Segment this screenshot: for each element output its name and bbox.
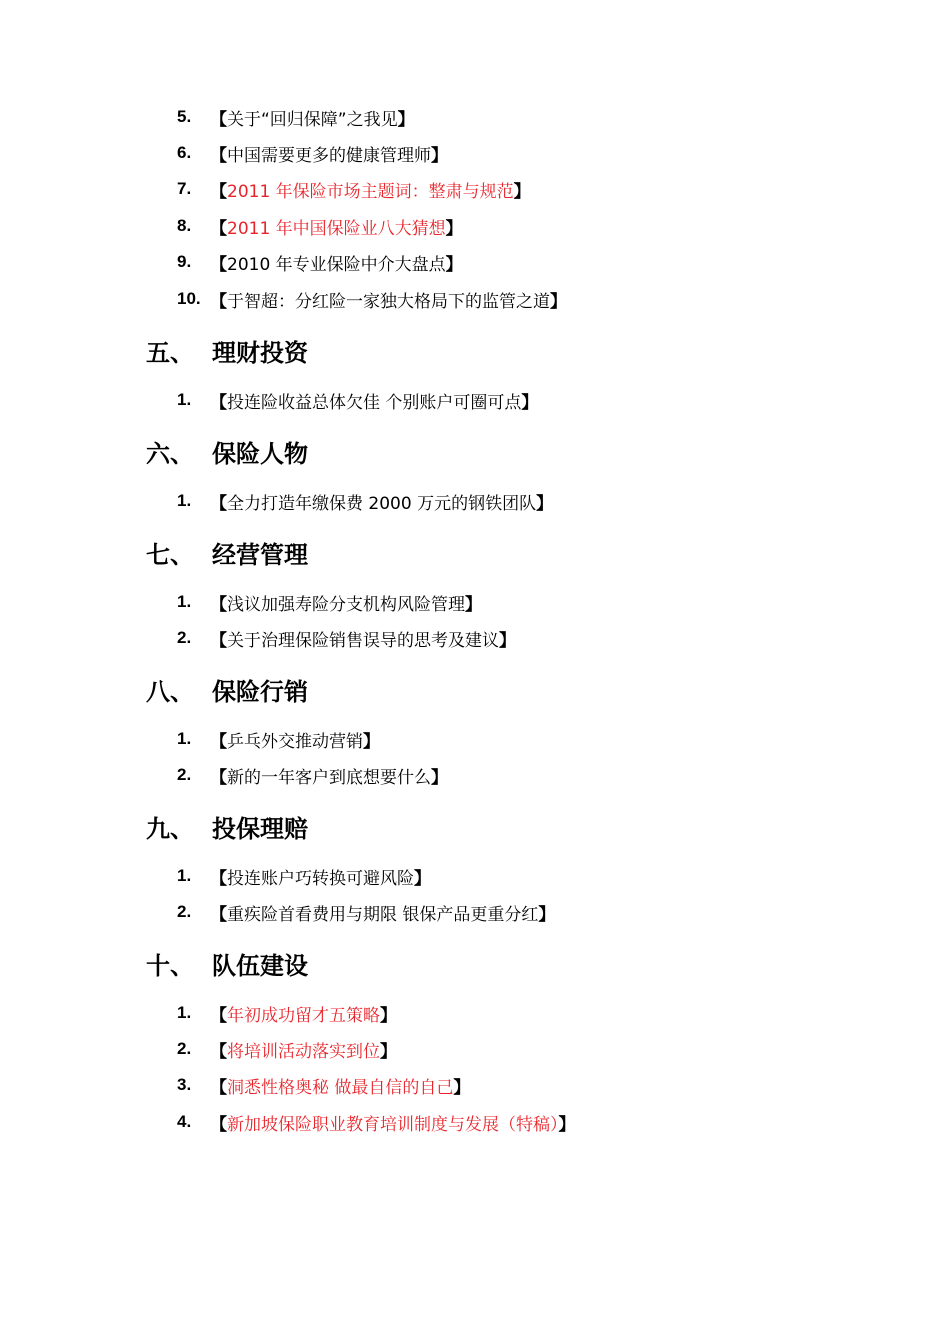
- item-number: 10.: [177, 289, 201, 308]
- item-number: 1.: [177, 592, 192, 611]
- item-title-text: 重疾险首看费用与期限 银保产品更重分红: [227, 904, 539, 925]
- section-title: 投保理赔: [212, 814, 308, 843]
- close-bracket: 】: [363, 731, 380, 752]
- item-title-text: 关于治理保险销售误导的思考及建议: [227, 630, 499, 651]
- open-bracket: 【: [210, 1077, 227, 1098]
- item-title: [210, 105, 415, 130]
- item-number: 4.: [177, 1112, 192, 1131]
- item-number: 1.: [177, 866, 192, 885]
- open-bracket: 【: [210, 254, 227, 275]
- item-number: 1.: [177, 491, 192, 510]
- item-number: 5.: [177, 107, 192, 126]
- item-number: 2.: [177, 1039, 192, 1058]
- close-bracket: 】: [550, 291, 567, 312]
- close-bracket: 】: [445, 218, 463, 239]
- open-bracket: 【: [210, 1041, 227, 1062]
- close-bracket: 】: [431, 767, 448, 788]
- close-bracket: 】: [465, 594, 482, 615]
- section-number: 七、: [146, 540, 194, 569]
- item-number: 1.: [177, 1003, 192, 1022]
- item-title: [210, 626, 516, 651]
- item-title: [210, 590, 482, 615]
- item-number: 1.: [177, 390, 192, 409]
- close-bracket: 】: [380, 1005, 397, 1026]
- item-title: [210, 1037, 397, 1062]
- item-number: 8.: [177, 216, 192, 235]
- item-title: [210, 141, 448, 166]
- item-title: [210, 1110, 576, 1135]
- close-bracket: 】: [513, 181, 531, 202]
- item-title-text: 将培训活动落实到位: [227, 1041, 380, 1062]
- open-bracket: 【: [210, 731, 227, 752]
- open-bracket: 【: [210, 630, 227, 651]
- item-number: 9.: [177, 252, 192, 271]
- item-title-text: 洞悉性格奥秘 做最自信的自己: [227, 1077, 454, 1098]
- item-number: 6.: [177, 143, 192, 162]
- item-title-text: 投连险收益总体欠佳 个别账户可圈可点: [227, 392, 522, 413]
- item-number: 2.: [177, 902, 192, 921]
- item-title-text: 2010 年专业保险中介大盘点: [227, 254, 446, 275]
- section-title: 经营管理: [212, 540, 308, 569]
- open-bracket: 【: [210, 767, 227, 788]
- close-bracket: 】: [414, 868, 431, 889]
- open-bracket: 【: [210, 291, 227, 312]
- item-title-text: 于智超：分红险一家独大格局下的监管之道: [227, 291, 550, 312]
- section-title: 理财投资: [212, 338, 308, 367]
- close-bracket: 】: [397, 109, 415, 130]
- close-bracket: 】: [499, 630, 516, 651]
- item-title-text: 新加坡保险职业教育培训制度与发展（特稿）: [227, 1114, 559, 1135]
- close-bracket: 】: [445, 254, 463, 275]
- close-bracket: 】: [558, 1114, 576, 1135]
- item-title-text: 年初成功留才五策略: [227, 1005, 380, 1026]
- item-title: [210, 214, 463, 239]
- item-title: [210, 287, 567, 312]
- open-bracket: 【: [210, 392, 227, 413]
- item-number: 1.: [177, 729, 192, 748]
- open-bracket: 【: [210, 1005, 227, 1026]
- item-number: 2.: [177, 628, 192, 647]
- item-number: 2.: [177, 765, 192, 784]
- section-title: 队伍建设: [212, 951, 308, 980]
- open-bracket: 【: [210, 1114, 227, 1135]
- section-title: 保险行销: [212, 677, 308, 706]
- section-number: 六、: [146, 439, 194, 468]
- item-title-text: 2011 年中国保险业八大猜想: [227, 218, 446, 239]
- item-title-text: 中国需要更多的健康管理师: [227, 145, 431, 166]
- item-title: [210, 250, 463, 275]
- close-bracket: 】: [431, 145, 448, 166]
- close-bracket: 】: [380, 1041, 397, 1062]
- item-title: [210, 388, 538, 413]
- item-title: [210, 489, 553, 514]
- item-title-text: 关于“回归保障”之我见: [227, 109, 398, 130]
- open-bracket: 【: [210, 218, 227, 239]
- item-title: [210, 864, 431, 889]
- section-title: 保险人物: [212, 439, 308, 468]
- item-number: 7.: [177, 179, 192, 198]
- item-title: [210, 900, 555, 925]
- section-number: 五、: [146, 338, 194, 367]
- close-bracket: 】: [538, 904, 556, 925]
- item-number: 3.: [177, 1075, 192, 1094]
- open-bracket: 【: [210, 145, 227, 166]
- open-bracket: 【: [210, 904, 227, 925]
- item-title-text: 乒乓外交推动营销: [227, 731, 363, 752]
- section-number: 十、: [146, 951, 194, 980]
- item-title: [210, 1001, 397, 1026]
- item-title-text: 全力打造年缴保费 2000 万元的钢铁团队: [227, 493, 537, 514]
- section-number: 八、: [146, 677, 194, 706]
- open-bracket: 【: [210, 594, 227, 615]
- item-title: [210, 763, 448, 788]
- close-bracket: 】: [536, 493, 554, 514]
- item-title: [210, 177, 531, 202]
- section-number: 九、: [146, 814, 194, 843]
- item-title: [210, 1073, 470, 1098]
- open-bracket: 【: [210, 868, 227, 889]
- open-bracket: 【: [210, 109, 227, 130]
- open-bracket: 【: [210, 181, 227, 202]
- close-bracket: 】: [453, 1077, 471, 1098]
- open-bracket: 【: [210, 493, 227, 514]
- item-title: [210, 727, 380, 752]
- item-title-text: 投连账户巧转换可避风险: [227, 868, 414, 889]
- close-bracket: 】: [521, 392, 539, 413]
- item-title-text: 浅议加强寿险分支机构风险管理: [227, 594, 465, 615]
- item-title-text: 2011 年保险市场主题词：整肃与规范: [227, 181, 514, 202]
- item-title-text: 新的一年客户到底想要什么: [227, 767, 431, 788]
